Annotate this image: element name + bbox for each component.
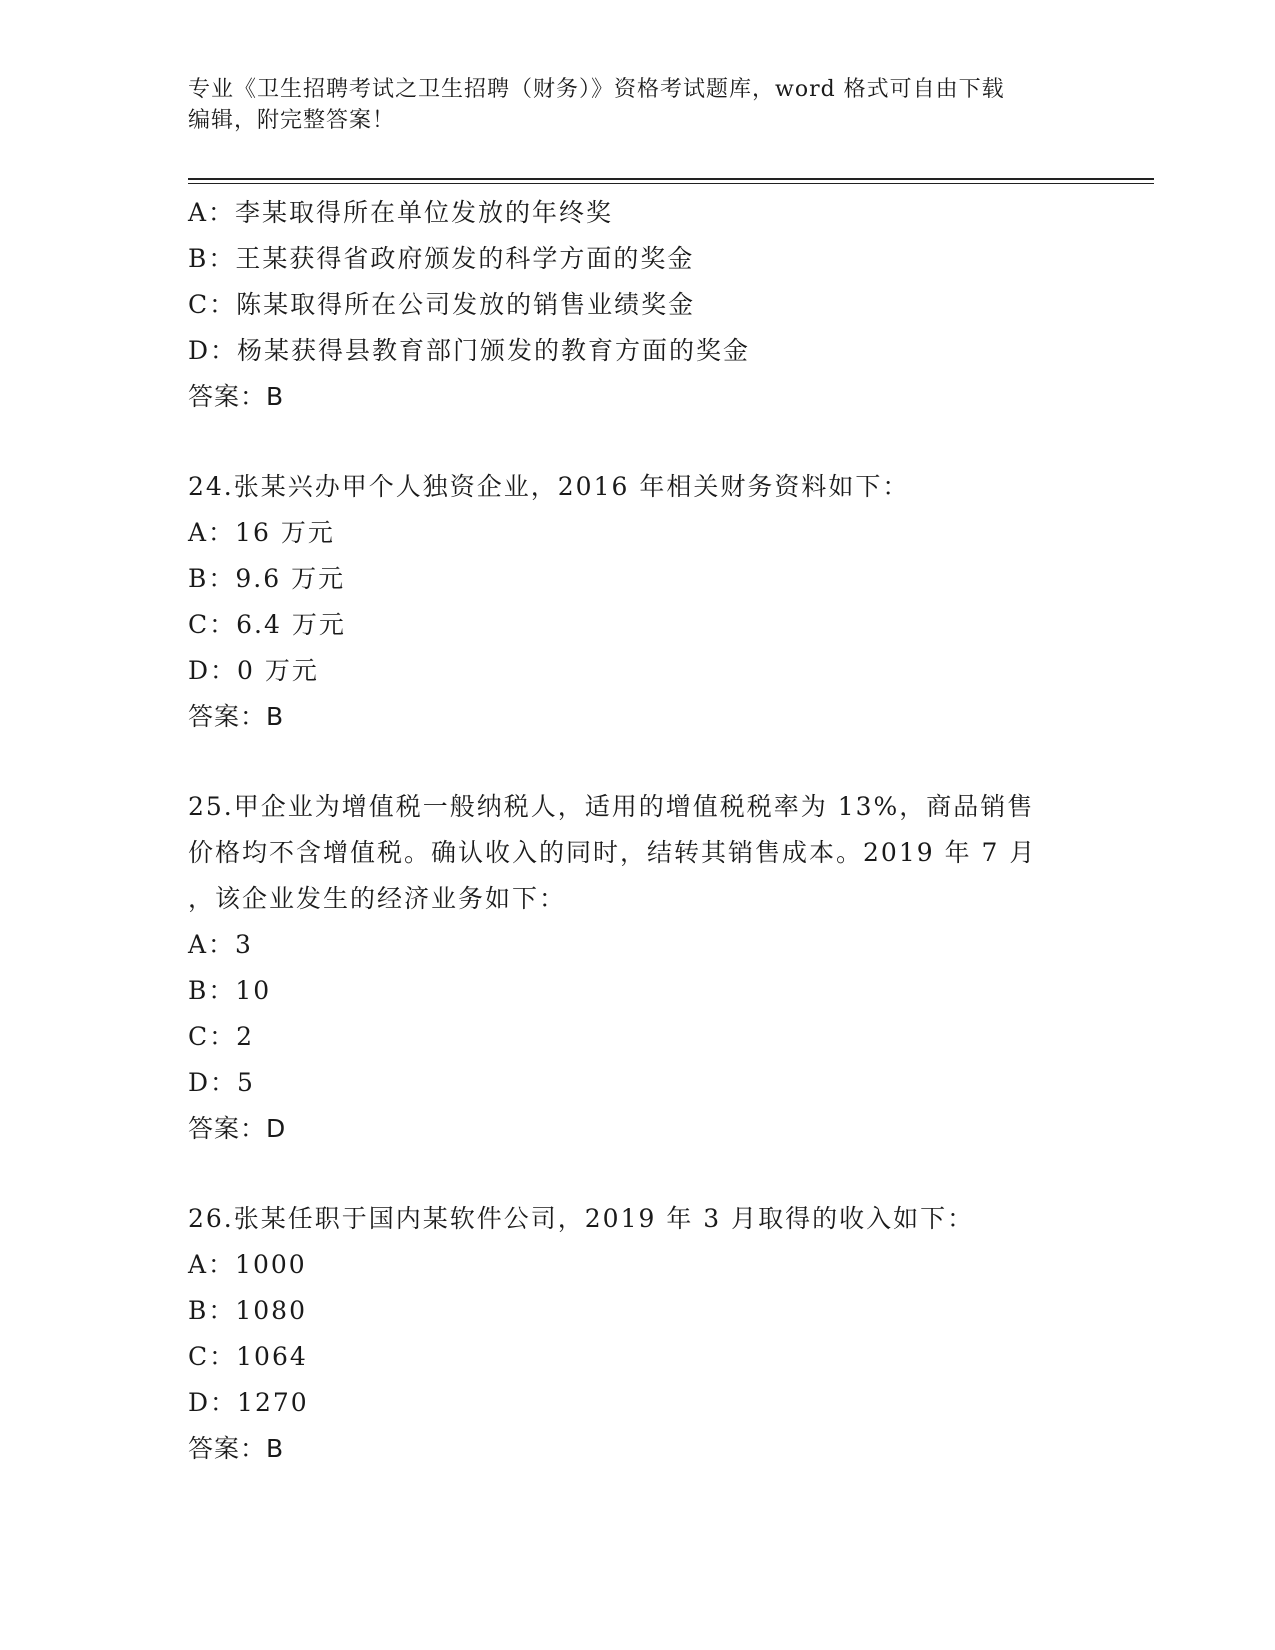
question-stem-line-2: 价格均不含增值税。确认收入的同时，结转其销售成本。2019 年 7 月 (188, 838, 1037, 867)
option-b: B：1080 (188, 1296, 307, 1325)
answer: 答案：B (188, 702, 285, 731)
option-b: B：10 (188, 976, 272, 1005)
option-d: D：杨某获得县教育部门颁发的教育方面的奖金 (188, 336, 751, 365)
header-divider-thin (188, 183, 1154, 184)
spacer (188, 740, 1068, 784)
option-a: A：3 (188, 930, 253, 959)
option-d: D：0 万元 (188, 656, 319, 685)
answer: 答案：B (188, 1434, 285, 1463)
spacer (188, 1152, 1068, 1196)
option-c: C：2 (188, 1022, 255, 1051)
question-25 (188, 784, 1068, 1152)
question-stem-line-3: ，该企业发生的经济业务如下： (188, 884, 567, 913)
option-c: C：1064 (188, 1342, 308, 1371)
option-b: B：王某获得省政府颁发的科学方面的奖金 (188, 244, 695, 273)
question-stem: 24.张某兴办甲个人独资企业，2016 年相关财务资料如下： (188, 472, 910, 501)
option-d: D：1270 (188, 1388, 309, 1417)
question-stem-line-1: 25.甲企业为增值税一般纳税人，适用的增值税税率为 13%，商品销售 (188, 792, 1035, 821)
spacer (188, 420, 1068, 464)
question-stem: 26.张某任职于国内某软件公司，2019 年 3 月取得的收入如下： (188, 1204, 975, 1233)
question-list (188, 190, 1068, 1472)
document-header (188, 74, 1068, 136)
option-a: A：16 万元 (188, 518, 335, 547)
option-c: C：陈某取得所在公司发放的销售业绩奖金 (188, 290, 696, 319)
option-b: B：9.6 万元 (188, 564, 346, 593)
header-divider-thick (188, 178, 1154, 180)
header-line-2: 编辑，附完整答案！ (188, 108, 396, 133)
header-line-1: 专业《卫生招聘考试之卫生招聘（财务）》资格考试题库，word 格式可自由下载 (188, 77, 1005, 102)
answer: 答案：B (188, 382, 285, 411)
question-23 (188, 190, 1068, 420)
question-24 (188, 464, 1068, 740)
option-c: C：6.4 万元 (188, 610, 346, 639)
answer: 答案：D (188, 1114, 287, 1143)
question-26 (188, 1196, 1068, 1472)
option-d: D：5 (188, 1068, 255, 1097)
option-a: A：1000 (188, 1250, 307, 1279)
option-a: A：李某取得所在单位发放的年终奖 (188, 198, 614, 227)
